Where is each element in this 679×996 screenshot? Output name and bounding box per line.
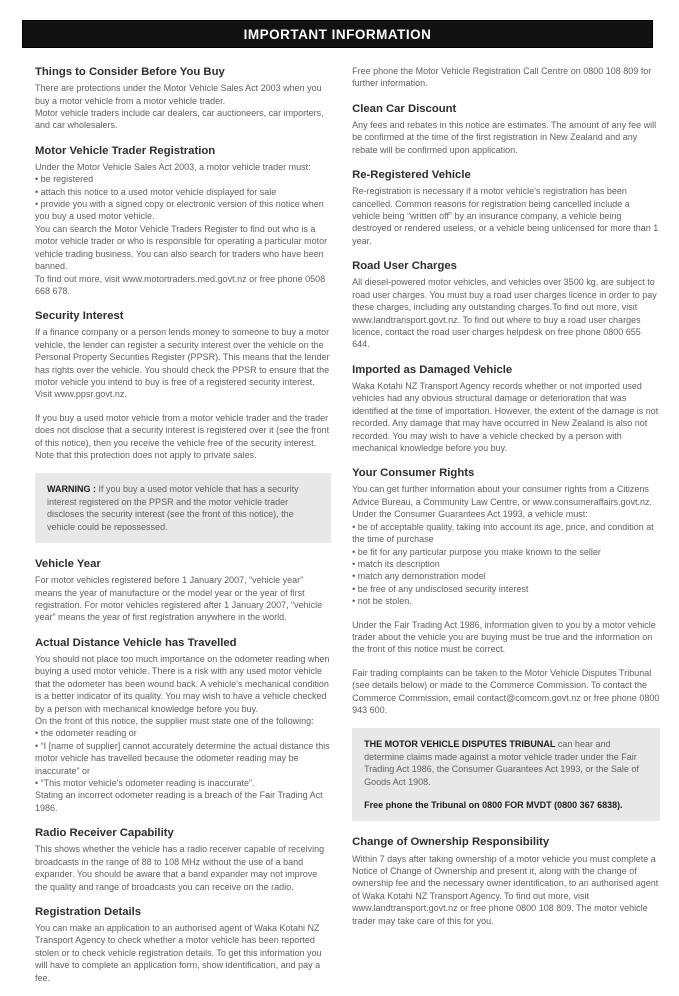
bullet-line: • be free of any undisclosed security interest [352,583,529,594]
paragraph: To find out more, visit www.motortraders.med.govt.nz or free phone 0508 668 678. [35,273,326,296]
info-section [352,466,660,716]
highlight-box [352,728,660,821]
paragraph: You can get further information about your consumer rights from a Citizens Advice Bureau, a Community Law Centre, or www.consumeraffairs.govt.nz. [352,484,653,507]
paragraph-text: can hear and determine claims made against a motor vehicle trader under the Fair Trading Act 1986, the Consumer Guarantees Act 1993, or the Sale of Goods Act 1908. [364,739,639,787]
section-heading: Registration Details [35,905,142,918]
paragraph: Motor vehicle traders include car dealers, car auctioneers, car importers, and car wholesalers. [35,107,324,131]
paragraph: Under the Consumer Guarantees Act 1993, a vehicle must: [352,509,588,520]
notice-page [0,20,679,983]
info-section [352,65,660,90]
info-section [35,65,331,132]
info-section [35,826,331,893]
paragraph: For motor vehicles registered before 1 January 2007, “vehicle year” means the year of manufacture or the model year or the year of first registration. For motor vehicles registered after 1 January 2007, “vehicle year” means the year of first registration anywhere in the world. [35,575,323,623]
paragraph: Under the Motor Vehicle Sales Act 2003, a motor vehicle trader must: [35,161,311,172]
paragraph [47,483,319,533]
content-columns [35,65,660,996]
right-column [352,65,660,939]
bullet-line: • be of acceptable quality, taking into account its age, price, and condition at the time of purchase [352,521,654,545]
section-heading: Clean Car Discount [352,102,457,115]
info-section [352,102,660,156]
section-heading: Things to Consider Before You Buy [35,66,225,78]
paragraph-text: If you buy a used motor vehicle that has a security interest registered on the PPSR and the motor vehicle trader discloses the security interest (see the front of this notice), the vehicle could be repossessed. [47,484,299,532]
bullet-line: • match any demonstration model [352,571,486,582]
section-heading: Road User Charges [352,260,457,273]
info-section [352,259,660,351]
paragraph: Free phone the Motor Vehicle Registration Call Centre on 0800 108 809 for further information. [352,66,652,89]
bullet-line: • provide you with a signed copy or electronic version of this notice when you buy a used motor vehicle. [35,199,324,222]
bullet-line: • attach this notice to a used motor vehicle displayed for sale [35,186,277,197]
paragraph: If a finance company or a person lends money to someone to buy a motor vehicle, the lender can register a security interest over the vehicle on the Personal Property Securities Register (PPSR). This means that the lender has rights over the vehicle. You should check the PPSR to ensure that the motor vehicle you intend to buy is free of a registered security interest. Visit www.ppsr.govt.nz. [35,327,330,400]
paragraph: Any fees and rebates in this notice are estimates. The amount of any fee will be confirmed at the time of the first registration in New Zealand and any rebate will be confirmed upon application. [352,119,657,155]
section-heading: Security Interest [35,310,124,323]
info-section [35,144,331,298]
info-section [35,557,331,624]
info-section [352,363,660,455]
paragraph: Re-registration is necessary if a motor vehicle's registration has been cancelled. Common reasons for registration being cancelled include a vehicle being “written off” by an insurance company, a vehicle being destroyed or rendered useless, or a vehicle being unlicensed for more than 1 year. [352,186,659,246]
paragraph: Under the Fair Trading Act 1986, information given to you by a motor vehicle trader about the vehicle you are buying must be true and the information on the front of this notice must be correct. [352,619,656,655]
section-heading: Actual Distance Vehicle has Travelled [35,636,237,649]
paragraph: All diesel-powered motor vehicles, and vehicles over 3500 kg, are subject to road user charges. You must buy a road user charges licence in order to pay these charges, including any outstanding charges.To find out more, visit www.landtransport.govt.nz. To find out where to buy a road user charges licence, contact the road user charges helpdesk on free phone 0800 655 644. [352,277,657,350]
info-section [35,309,331,461]
bullet-line: • be fit for any particular purpose you make known to the seller [352,546,601,557]
section-heading: Your Consumer Rights [352,467,475,480]
bullet-line: • “This motor vehicle's odometer reading is inaccurate”. [35,778,255,789]
bullet-line: • the odometer reading or [35,728,137,739]
paragraph: Free phone the Tribunal on 0800 FOR MVDT (0800 367 6838). [364,800,623,811]
paragraph: Stating an incorrect odometer reading is a breach of the Fair Trading Act 1986. [35,790,323,813]
paragraph [364,738,648,788]
paragraph: This shows whether the vehicle has a radio receiver capable of receiving broadcasts in the range of 88 to 108 MHz without the use of a band expander. You should be aware that a band expander may not improve the quality and range of broadcasts you can receive on the radio. [35,844,325,892]
paragraph: Waka Kotahi NZ Transport Agency records whether or not imported used vehicles had any obvious structural damage or deterioration that was identified at the time of importation. However, the extent of the damage is not recorded. Any damage that may have occurred in New Zealand is also not recorded. You may wish to have a vehicle checked by a person with mechanical knowledge before you buy. [352,380,659,453]
bullet-line: • not be stolen. [352,596,412,607]
bold-lead-text: WARNING : [47,484,96,495]
bullet-line: • be registered [35,174,94,185]
info-section [35,636,331,814]
highlight-box [35,473,331,543]
bullet-line: • match its description [352,558,440,569]
paragraph: Fair trading complaints can be taken to the Motor Vehicle Disputes Tribunal (see details below) or made to the Commerce Commission. To contact the Commerce Commission, email contact@comcom.govt.nz or free phone 0800 943 600. [352,667,660,715]
page-title: IMPORTANT INFORMATION [243,26,432,42]
left-column [35,65,331,996]
section-heading: Radio Receiver Capability [35,827,174,840]
header-bar [22,20,653,48]
section-heading: Re-Registered Vehicle [352,169,471,182]
section-heading: Imported as Damaged Vehicle [352,363,513,376]
section-heading: Vehicle Year [35,558,101,571]
info-section [352,835,660,927]
paragraph: You should not place too much importance on the odometer reading when buying a used motor vehicle. There is a risk with any used motor vehicle that the odometer has been wound back. A vehicle's mechanical condition is a better indicator of its quality. You may wish to have a vehicle checked by a person with mechanical knowledge before you buy. [35,653,330,714]
paragraph: On the front of this notice, the supplier must state one of the following: [35,715,314,726]
section-heading: Motor Vehicle Trader Registration [35,144,216,157]
paragraph: If you buy a used motor vehicle from a motor vehicle trader and the trader does not disclose that a security interest is registered over it (see the front of this notice), then you receive the vehicle free of the security interest. Note that this protection does not apply to private sales. [35,412,330,461]
section-heading: Change of Ownership Responsibility [352,836,550,849]
info-section [35,905,331,984]
info-section [352,168,660,247]
paragraph: You can search the Motor Vehicle Traders Register to find out who is a motor vehicle trader or who is responsible for operating a particular motor vehicle trading business. You can also search for traders who have been banned. [35,223,328,272]
paragraph: Within 7 days after taking ownership of a motor vehicle you must complete a Notice of Change of Ownership and present it, along with the change of ownership fee and the necessary owner identification, to an authorised agent of Waka Kotahi NZ Transport Agency. To find out more, visit www.landtransport.govt.nz or free phone 0800 108 809. The motor vehicle trader may take care of this for you. [352,853,659,926]
paragraph: There are protections under the Motor Vehicle Sales Act 2003 when you buy a motor vehicle from a motor vehicle trader. [35,83,322,106]
bold-lead-text: THE MOTOR VEHICLE DISPUTES TRIBUNAL [364,739,556,750]
bullet-line: • “I [name of supplier] cannot accurately determine the actual distance this motor vehicle has travelled because the odometer reading may be inaccurate” or [35,740,330,776]
paragraph: You can make an application to an authorised agent of Waka Kotahi NZ Transport Agency to check whether a motor vehicle has been reported stolen or to check vehicle registration details. To get this information you will have to complete an application form, show identification, and pay a fee. [35,923,322,983]
